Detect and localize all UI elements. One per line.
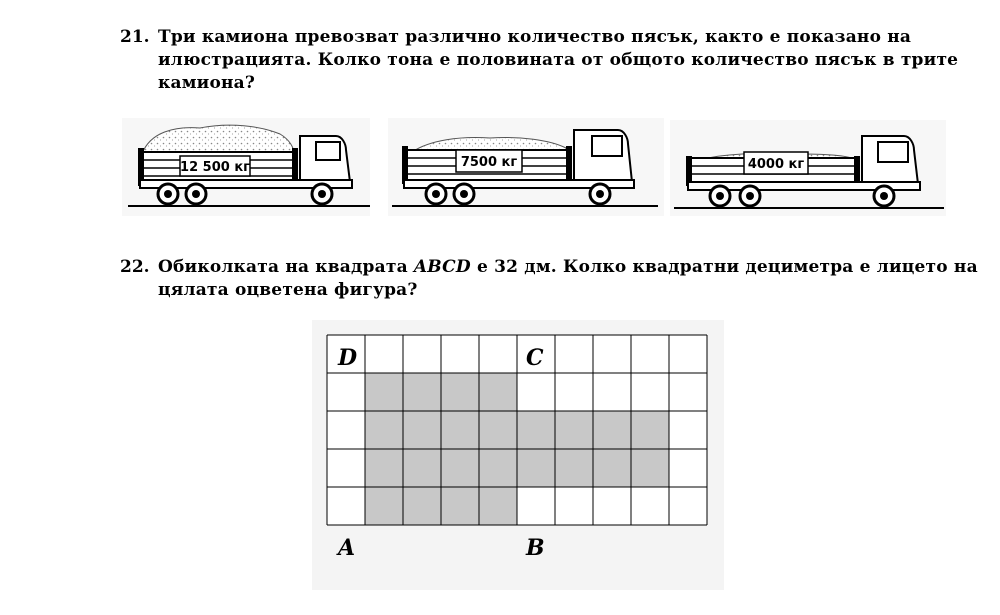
truck-2-load-label: 7500 кг [460,155,518,170]
square-name: ABCD [413,257,471,277]
problem-22-line-1-post: е 32 дм. Колко квадратни дециметра е лицето на [470,257,978,277]
truck-1-load-label: 12 500 кг [180,160,250,175]
problem-22-line-1-pre: Обиколката на квадрата [158,257,414,277]
problem-21-line-3: камиона? [158,73,256,93]
vertex-label-d: D [338,345,358,371]
grid-svg [312,320,724,590]
truck-1 [122,118,370,216]
problem-22-text [158,256,978,302]
problem-21-number: 21. [120,27,150,47]
problem-22-number: 22. [120,257,150,277]
problem-22-line-1 [158,256,978,279]
grid-figure [312,320,724,590]
vertex-label-c: C [526,345,544,371]
problem-21-text [158,26,958,95]
problem-21-line-2: илюстрацията. Колко тона е половината от общото количество пясък в трите [158,50,959,70]
vertex-label-a: A [338,535,356,561]
truck-3 [670,120,946,216]
problem-22-line-2: цялата оцветена фигура? [158,280,418,300]
truck-2 [388,118,664,216]
vertex-label-b: B [526,535,545,561]
trucks-illustration [0,118,1000,218]
truck-3-load-label: 4000 кг [747,157,805,172]
problem-21-line-1: Три камиона превозват различно количество пясък, както е показано на [158,27,912,47]
